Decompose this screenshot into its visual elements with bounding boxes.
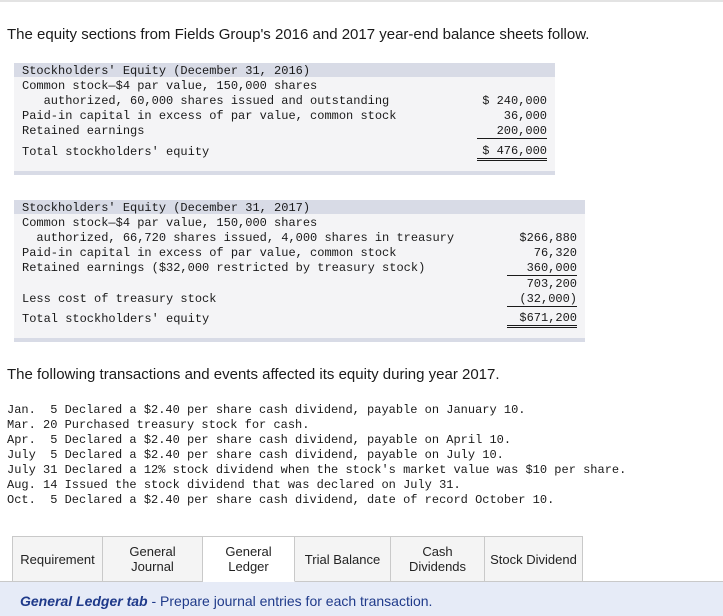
transaction-item: Aug. 14 Issued the stock dividend that was declared on July 31. xyxy=(7,478,461,492)
tab-label: Journal xyxy=(131,559,174,574)
tab-label: Cash xyxy=(422,544,453,559)
equity-2017-header: Stockholders' Equity (December 31, 2017) xyxy=(22,201,311,215)
equity-2017-amount: 76,320 xyxy=(533,246,577,260)
equity-2017-line: Less cost of treasury stock xyxy=(22,292,217,306)
equity-2016-line: Total stockholders' equity xyxy=(22,145,210,159)
equity-2017-amount: 360,000 xyxy=(507,261,577,276)
transaction-item: Mar. 20 Purchased treasury stock for cash. xyxy=(7,418,310,432)
tab-label: General xyxy=(225,544,272,559)
equity-2017-line: authorized, 66,720 shares issued, 4,000 shares in treasury xyxy=(22,231,455,245)
transaction-item: Oct. 5 Declared a $2.40 per share cash dividend, date of record October 10. xyxy=(7,493,555,507)
equity-2016-amount: 200,000 xyxy=(477,124,547,139)
instruction-text xyxy=(20,593,432,609)
equity-2016-total: $ 476,000 xyxy=(477,144,547,161)
tab-stock-dividend[interactable] xyxy=(485,536,583,582)
tab-trial-balance[interactable] xyxy=(295,536,391,582)
equity-2017-line: Retained earnings ($32,000 restricted by treasury stock) xyxy=(22,261,426,275)
transactions-intro: The following transactions and events affected its equity during year 2017. xyxy=(7,366,500,383)
transaction-item: Apr. 5 Declared a $2.40 per share cash dividend, payable on April 10. xyxy=(7,433,512,447)
equity-2016-line: Paid-in capital in excess of par value, common stock xyxy=(22,109,397,123)
tab-label: Ledger xyxy=(228,559,269,574)
tab-general-ledger[interactable] xyxy=(203,536,295,582)
instruction-tab-name: General Ledger tab xyxy=(20,593,148,609)
top-divider xyxy=(0,0,723,2)
equity-2016-section xyxy=(14,63,555,175)
tab-requirement[interactable] xyxy=(12,536,103,582)
tab-cash-dividends[interactable] xyxy=(391,536,485,582)
equity-2017-total: $671,200 xyxy=(507,311,577,328)
equity-2017-line: Total stockholders' equity xyxy=(22,312,210,326)
equity-2016-line: authorized, 60,000 shares issued and outstanding xyxy=(22,94,390,108)
equity-2017-amount: (32,000) xyxy=(507,292,577,307)
equity-2016-amount: 36,000 xyxy=(503,109,547,123)
equity-2017-line: Common stock—$4 par value, 150,000 shares xyxy=(22,216,318,230)
equity-2017-section xyxy=(14,200,585,342)
equity-2016-line: Retained earnings xyxy=(22,124,145,138)
intro-text: The equity sections from Fields Group's 2016 and 2017 year-end balance sheets follow. xyxy=(7,26,590,43)
transaction-item: Jan. 5 Declared a $2.40 per share cash dividend, payable on January 10. xyxy=(7,403,526,417)
tab-label: Stock Dividend xyxy=(490,551,577,567)
equity-2017-amount: 703,200 xyxy=(526,277,577,291)
tab-label: Trial Balance xyxy=(304,551,381,567)
transaction-item: July 31 Declared a 12% stock dividend when the stock's market value was $10 per share. xyxy=(7,463,627,477)
tab-label: Requirement xyxy=(20,551,95,567)
equity-2016-amount: $ 240,000 xyxy=(482,94,547,108)
instruction-body: - Prepare journal entries for each transaction. xyxy=(147,593,433,609)
equity-2016-header: Stockholders' Equity (December 31, 2016) xyxy=(22,64,311,78)
transaction-item: July 5 Declared a $2.40 per share cash dividend, payable on July 10. xyxy=(7,448,504,462)
tab-label: General xyxy=(129,544,176,559)
tab-label: Dividends xyxy=(408,559,467,574)
equity-2016-line: Common stock—$4 par value, 150,000 shares xyxy=(22,79,318,93)
tab-general-journal[interactable] xyxy=(103,536,203,582)
equity-2017-amount: $266,880 xyxy=(519,231,577,245)
equity-2017-line: Paid-in capital in excess of par value, common stock xyxy=(22,246,397,260)
tab-strip xyxy=(12,536,583,582)
